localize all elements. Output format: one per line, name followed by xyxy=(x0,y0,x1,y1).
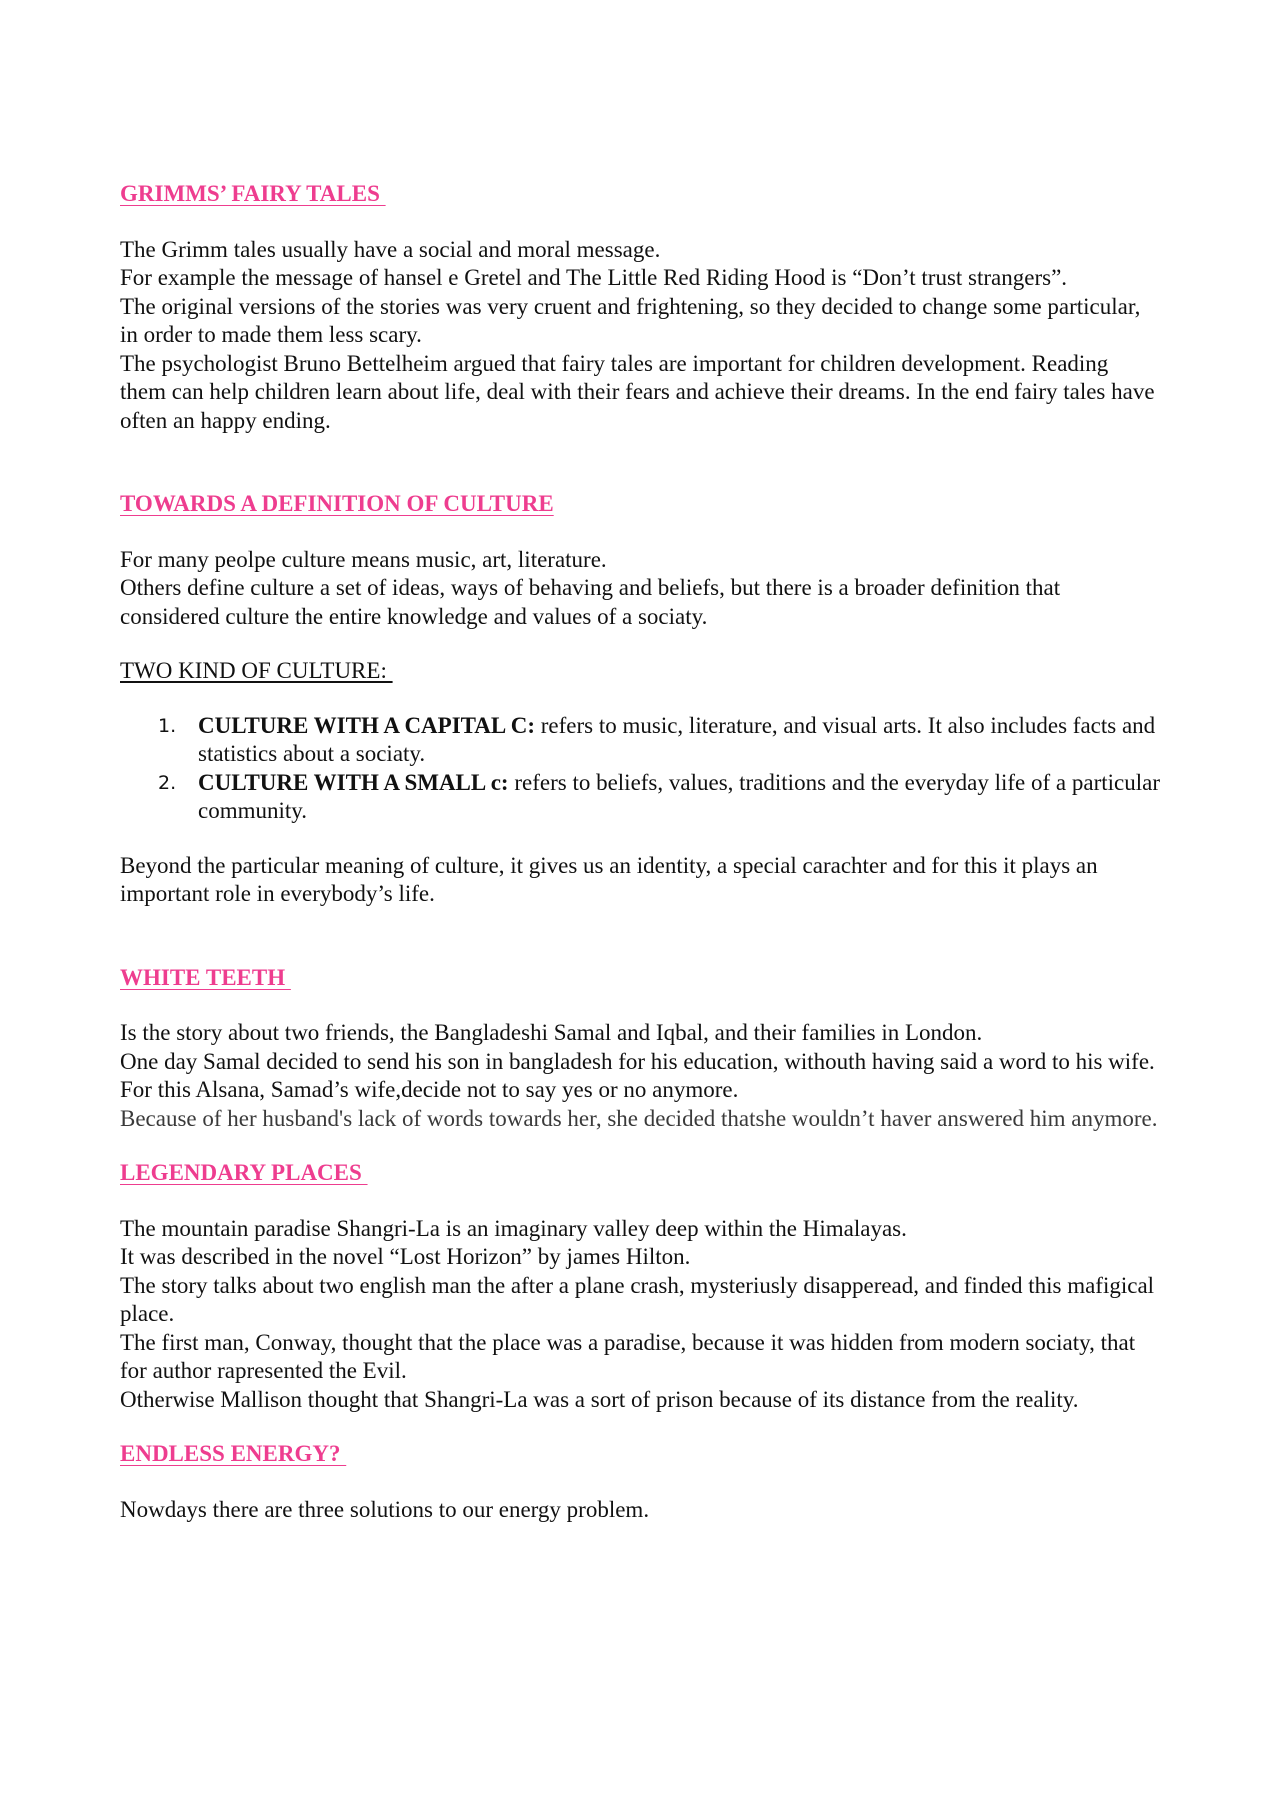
section-endless-energy xyxy=(120,1440,1160,1524)
paragraph: Is the story about two friends, the Bangladeshi Samal and Iqbal, and their families in London. xyxy=(120,1020,983,1045)
paragraph: The original versions of the stories was very cruent and frightening, so they decided to change some particular, in order to made them less scary. xyxy=(120,293,1141,347)
paragraph: One day Samal decided to send his son in bangladesh for his education, withouth having said a word to his wife. xyxy=(120,1048,1155,1074)
paragraph: The psychologist Bruno Bettelheim argued that fairy tales are important for children development. Reading them can help children learn about life, deal with their fears and achieve their dreams. In the end fairy tales have often an happy ending. xyxy=(120,350,1155,433)
paragraph: For many peolpe culture means music, art, literature. xyxy=(120,546,607,572)
section-legendary-places xyxy=(120,1159,1160,1414)
list-term: CULTURE WITH A CAPITAL C: xyxy=(198,712,535,738)
section-heading-endless-energy: ENDLESS ENERGY? xyxy=(120,1441,347,1466)
section-heading-grimm: GRIMMS’ FAIRY TALES xyxy=(120,181,386,206)
paragraph: Because of her husband's lack of words towards her, she decided thatshe wouldn’t haver answered him anymore. xyxy=(120,1105,1158,1131)
list-text: refers to beliefs, values, traditions and the everyday life of a particular community. xyxy=(198,769,1160,823)
paragraph: The mountain paradise Shangri-La is an imaginary valley deep within the Himalayas. xyxy=(120,1215,907,1241)
section-heading-culture: TOWARDS A DEFINITION OF CULTURE xyxy=(120,491,554,516)
section-grimm xyxy=(120,180,1160,435)
subheading-two-kinds: TWO KIND OF CULTURE: xyxy=(120,658,393,683)
list-number: 1. xyxy=(158,714,177,737)
paragraph: Nowdays there are three solutions to our energy problem. xyxy=(120,1496,650,1522)
section-heading-legendary-places: LEGENDARY PLACES xyxy=(120,1160,368,1185)
paragraph: For example the message of hansel e Gretel and The Little Red Riding Hood is “Don’t trust strangers”. xyxy=(120,265,1068,290)
list-term: CULTURE WITH A SMALL c: xyxy=(198,769,509,795)
list-number: 2. xyxy=(158,771,177,794)
paragraph: Beyond the particular meaning of culture, it gives us an identity, a special carachter and for this it plays an important role in everybody’s life. xyxy=(120,852,1098,906)
paragraph: It was described in the novel “Lost Horizon” by james Hilton. xyxy=(120,1244,691,1269)
list-item xyxy=(120,712,1160,769)
section-heading-white-teeth: WHITE TEETH xyxy=(120,964,291,990)
section-culture xyxy=(120,490,1160,909)
paragraph: The story talks about two english man the after a plane crash, mysteriusly disapperead, and finded this mafigical place. xyxy=(120,1272,1155,1326)
list-item xyxy=(120,769,1160,826)
paragraph: Others define culture a set of ideas, ways of behaving and beliefs, but there is a broader definition that considered culture the entire knowledge and values of a sociaty. xyxy=(120,575,1061,629)
paragraph: The Grimm tales usually have a social and moral message. xyxy=(120,236,661,262)
paragraph: Otherwise Mallison thought that Shangri-La was a sort of prison because of its distance from the reality. xyxy=(120,1386,1079,1412)
list-text: refers to music, literature, and visual arts. It also includes facts and statistics about a sociaty. xyxy=(198,712,1156,766)
paragraph: For this Alsana, Samad’s wife,decide not to say yes or no anymore. xyxy=(120,1077,739,1102)
paragraph: The first man, Conway, thought that the place was a paradise, because it was hidden from modern sociaty, that for author rapresented the Evil. xyxy=(120,1329,1136,1383)
culture-list xyxy=(120,712,1160,826)
section-white-teeth xyxy=(120,964,1160,1134)
